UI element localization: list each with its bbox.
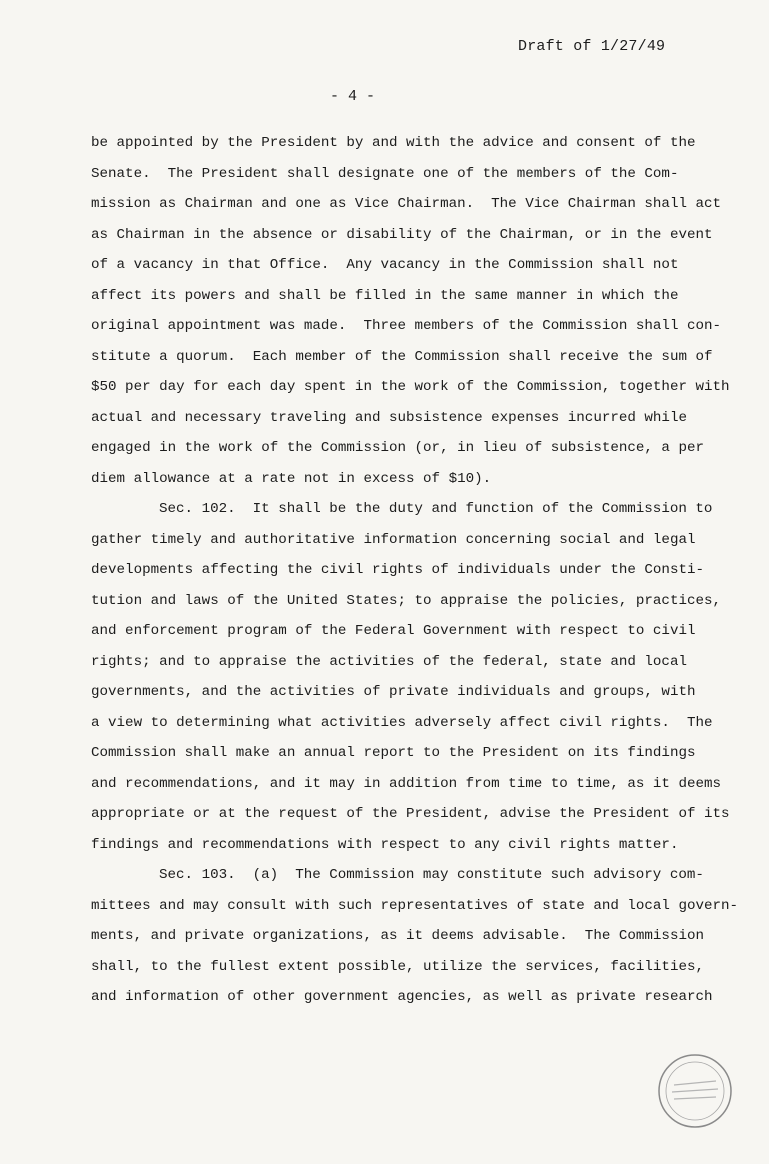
text-line: and information of other government agencies, as well as private research xyxy=(91,989,713,1005)
page-number: - 4 - xyxy=(330,88,376,105)
text-line: affect its powers and shall be filled in the same manner in which the xyxy=(91,287,679,304)
body-text xyxy=(91,128,739,1013)
text-line: engaged in the work of the Commission (or, in lieu of subsistence, a per xyxy=(91,440,704,456)
text-line: of a vacancy in that Office. Any vacancy in the Commission shall not xyxy=(91,257,679,273)
text-line: mission as Chairman and one as Vice Chairman. The Vice Chairman shall act xyxy=(91,196,722,212)
text-line: mittees and may consult with such representatives of state and local govern- xyxy=(91,897,739,914)
text-line: a view to determining what activities adversely affect civil rights. The xyxy=(91,714,713,731)
text-line: developments affecting the civil rights of individuals under the Consti- xyxy=(91,562,704,578)
text-line: actual and necessary traveling and subsistence expenses incurred while xyxy=(91,409,687,426)
text-line: findings and recommendations with respect to any civil rights matter. xyxy=(91,836,679,853)
text-line: $50 per day for each day spent in the work of the Commission, together with xyxy=(91,379,730,395)
text-line: Senate. The President shall designate one of the members of the Com- xyxy=(91,165,679,182)
text-line: ments, and private organizations, as it deems advisable. The Commission xyxy=(91,928,704,944)
text-line: stitute a quorum. Each member of the Commission shall receive the sum of xyxy=(91,348,713,365)
text-line: governments, and the activities of private individuals and groups, with xyxy=(91,684,696,700)
text-line: as Chairman in the absence or disability of the Chairman, or in the event xyxy=(91,226,713,243)
text-line: appropriate or at the request of the President, advise the President of its xyxy=(91,806,730,822)
text-line: gather timely and authoritative information concerning social and legal xyxy=(91,531,696,548)
text-line: Commission shall make an annual report to the President on its findings xyxy=(91,745,696,761)
text-line: tution and laws of the United States; to appraise the policies, practices, xyxy=(91,592,722,609)
text-line: shall, to the fullest extent possible, utilize the services, facilities, xyxy=(91,958,704,975)
text-line: and enforcement program of the Federal Government with respect to civil xyxy=(91,623,696,639)
text-line: diem allowance at a rate not in excess of $10). xyxy=(91,470,492,487)
text-line: original appointment was made. Three members of the Commission shall con- xyxy=(91,318,722,334)
archive-stamp-icon xyxy=(654,1050,736,1132)
section-103-start: Sec. 103. (a) The Commission may constitute such advisory com- xyxy=(159,867,704,883)
text-line: rights; and to appraise the activities of the federal, state and local xyxy=(91,653,687,670)
text-line: and recommendations, and it may in addition from time to time, as it deems xyxy=(91,775,722,792)
draft-date: Draft of 1/27/49 xyxy=(518,38,666,55)
section-102-start: Sec. 102. It shall be the duty and function of the Commission to xyxy=(159,501,713,517)
text-line: be appointed by the President by and with the advice and consent of the xyxy=(91,135,696,151)
